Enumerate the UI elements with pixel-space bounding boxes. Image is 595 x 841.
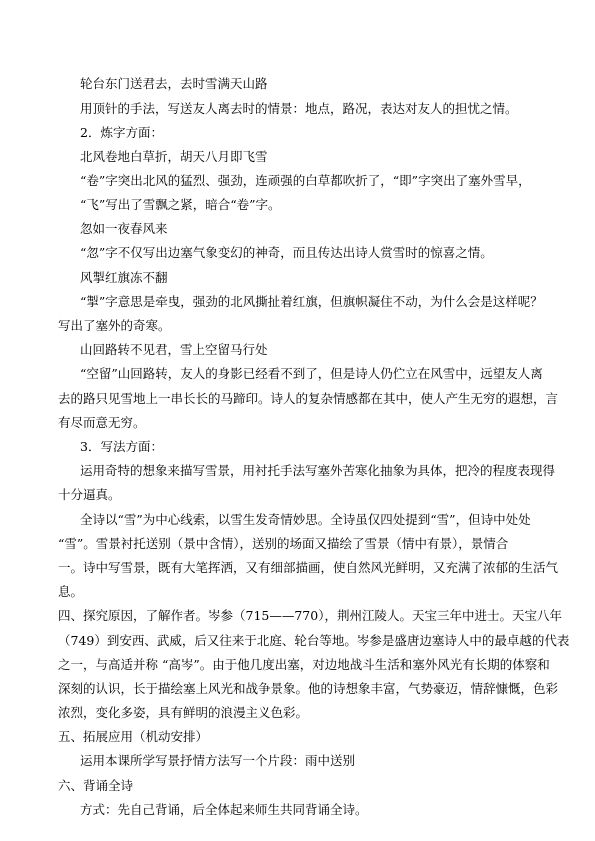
text-line: 运用奇特的想象来描写雪景，用衬托手法写塞外苦寒化抽象为具体，把冷的程度表现得 [80, 463, 556, 478]
section-heading: 六、背诵全诗 [58, 778, 134, 793]
text-line: 方式：先自己背诵，后全体起来师生共同背诵全诗。 [80, 802, 368, 817]
text-line: 息。 [58, 584, 84, 599]
text-line: 风掣红旗冻不翻 [80, 270, 168, 285]
text-line: 之一，与高适并称 “高岑”。由于他几度出塞，对边地战斗生活和塞外风光有长期的体察和 [58, 657, 550, 672]
text-line: “空留”山回路转，友人的身影已经看不到了，但是诗人仍伫立在风雪中，远望友人离 [80, 366, 543, 381]
text-line: 运用本课所学写景抒情方法写一个片段：雨中送别 [80, 753, 356, 768]
text-line: 忽如一夜春风来 [80, 221, 168, 236]
section-heading: 3．写法方面： [80, 439, 163, 454]
text-line: 轮台东门送君去，去时雪满天山路 [80, 76, 268, 91]
text-line: 有尽而意无穷。 [58, 415, 146, 430]
text-line: 写出了塞外的奇寒。 [58, 318, 171, 333]
text-line: 全诗以“雪”为中心线索，以雪生发奇情妙思。全诗虽仅四处提到“雪”，但诗中处处 [80, 512, 531, 527]
text-line: 十分逼真。 [58, 487, 121, 502]
text-line: “卷”字突出北风的猛烈、强劲，连顽强的白草都吹折了，“即”字突出了塞外雪早， [80, 173, 531, 188]
text-line: “掣”字意思是牵曳，强劲的北风撕扯着红旗，但旗帜凝住不动，为什么会是这样呢？ [80, 294, 543, 309]
section-heading: 四、探究原因，了解作者。岑参（715——770），荆州江陵人。天宝三年中进士。天宝八年 [58, 608, 562, 623]
text-line: 山回路转不见君，雪上空留马行处 [80, 342, 268, 357]
text-line: “忽”字不仅写出边塞气象变幻的神奇，而且传达出诗人赏雪时的惊喜之情。 [80, 245, 493, 260]
text-line: 浓烈，变化多姿，具有鲜明的浪漫主义色彩。 [58, 705, 309, 720]
section-heading: 2．炼字方面： [80, 125, 163, 140]
text-line: 北风卷地白草折，胡天八月即飞雪 [80, 149, 268, 164]
text-line: 用顶针的手法，写送友人离去时的情景：地点，路况，表达对友人的担忧之情。 [80, 101, 518, 116]
text-line: （749）到安西、武威，后又往来于北庭、轮台等地。岑参是盛唐边塞诗人中的最卓越的代表 [58, 633, 570, 648]
section-heading: 五、拓展应用（机动安排） [58, 729, 209, 744]
text-line: 去的路只见雪地上一串长长的马蹄印。诗人的复杂情感都在其中，使人产生无穷的遐想，言 [58, 391, 559, 406]
text-line: “飞”写出了雪飘之紧，暗合“卷”字。 [80, 197, 281, 212]
text-line: 深刻的认识，长于描绘塞上风光和战争景象。他的诗想象丰富，气势豪迈，情辞慷慨，色彩 [58, 681, 559, 696]
text-line: 一。诗中写雪景，既有大笔挥洒，又有细部描画，使自然风光鲜明，又充满了浓郁的生活气 [58, 560, 559, 575]
text-line: “雪”。雪景衬托送别（景中含情），送别的场面又描绘了雪景（情中有景），景情合 [58, 536, 509, 551]
